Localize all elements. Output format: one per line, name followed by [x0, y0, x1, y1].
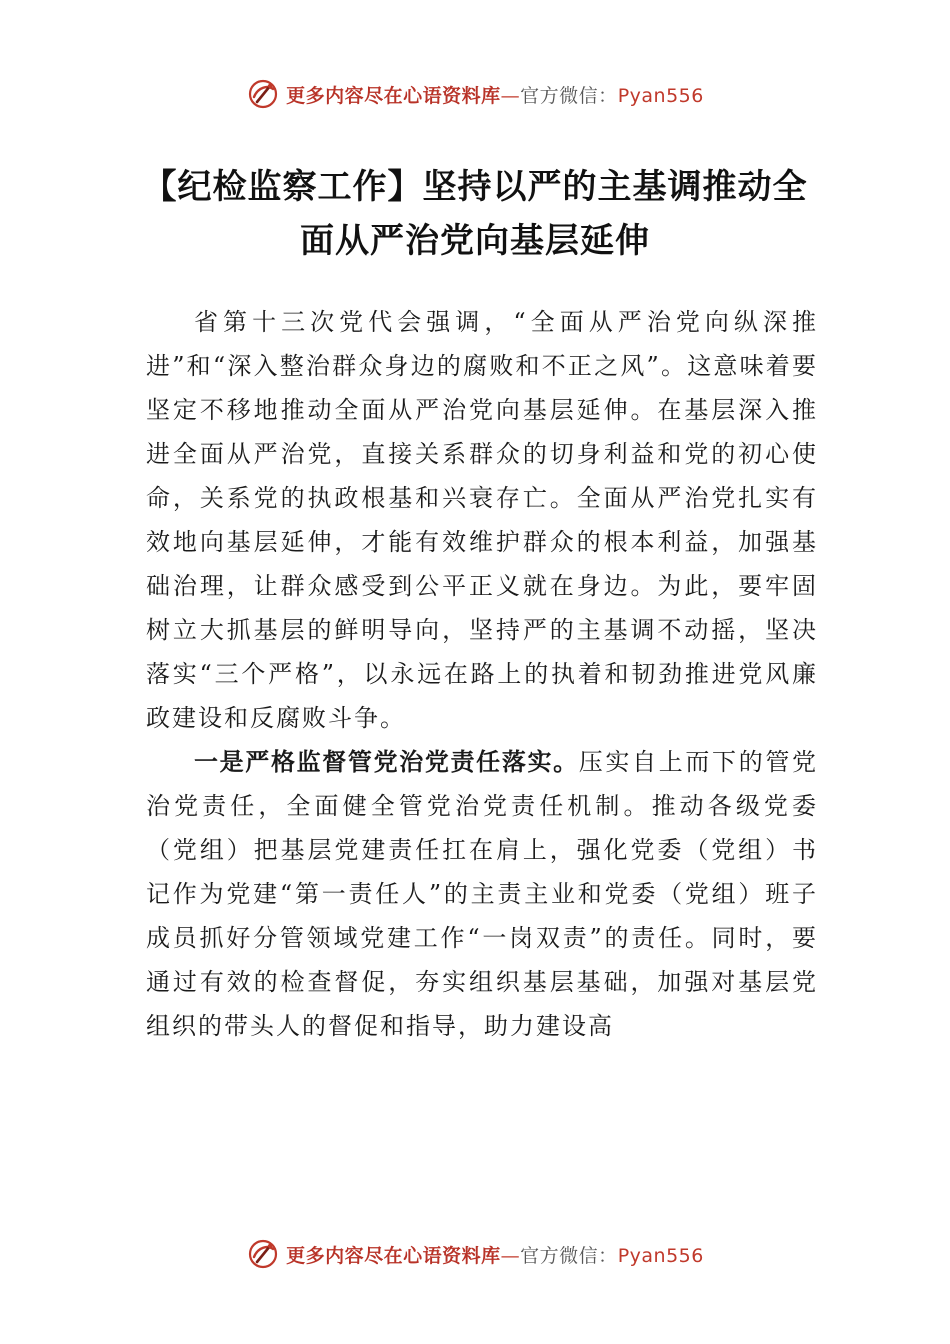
watermark-banner-top	[0, 72, 950, 116]
paragraph-text: 省第十三次党代会强调，“全面从严治党向纵深推进”和“深入整治群众身边的腐败和不正之风”。这意味着要坚定不移地推动全面从严治党向基层延伸。在基层深入推进全面从严治党，直接关系群众的切身利益和党的初心使命，关系党的执政根基和兴衰存亡。全面从严治党扎实有效地向基层延伸，才能有效维护群众的根本利益，加强基础治理，让群众感受到公平正义就在身边。为此，要牢固树立大抓基层的鲜明导向，坚持严的主基调不动摇，坚决落实“三个严格”，以永远在路上的执着和韧劲推进党风廉政建设和反腐败斗争。	[146, 308, 818, 732]
watermark-wechat-label: 官方微信：	[520, 1244, 618, 1267]
document-title: 【纪检监察工作】坚持以严的主基调推动全面从严治党向基层延伸	[142, 167, 808, 261]
watermark-wechat-id: Pyan556	[617, 84, 704, 107]
watermark-brand: 更多内容尽在心语资料库	[286, 84, 501, 107]
paragraph	[146, 300, 818, 740]
watermark-separator: —	[500, 1244, 521, 1267]
paragraph	[146, 740, 818, 1048]
brand-logo-icon	[246, 1237, 280, 1271]
watermark-text	[286, 1241, 704, 1268]
brand-logo-icon	[246, 77, 280, 111]
watermark-brand: 更多内容尽在心语资料库	[286, 1244, 501, 1267]
paragraph-lead: 一是严格监督管党治党责任落实。	[194, 748, 579, 776]
paragraph-text: 压实自上而下的管党治党责任，全面健全管党治党责任机制。推动各级党委（党组）把基层党建责任扛在肩上，强化党委（党组）书记作为党建“第一责任人”的主责主业和党委（党组）班子成员抓好分管领域党建工作“一岗双责”的责任。同时，要通过有效的检查督促，夯实组织基层基础，加强对基层党组织的带头人的督促和指导，助力建设高	[146, 748, 818, 1040]
watermark-separator: —	[500, 84, 521, 107]
document-body	[146, 300, 818, 1048]
watermark-wechat-label: 官方微信：	[520, 84, 618, 107]
watermark-banner-bottom	[0, 1232, 950, 1276]
watermark-text	[286, 81, 704, 108]
watermark-wechat-id: Pyan556	[617, 1244, 704, 1267]
